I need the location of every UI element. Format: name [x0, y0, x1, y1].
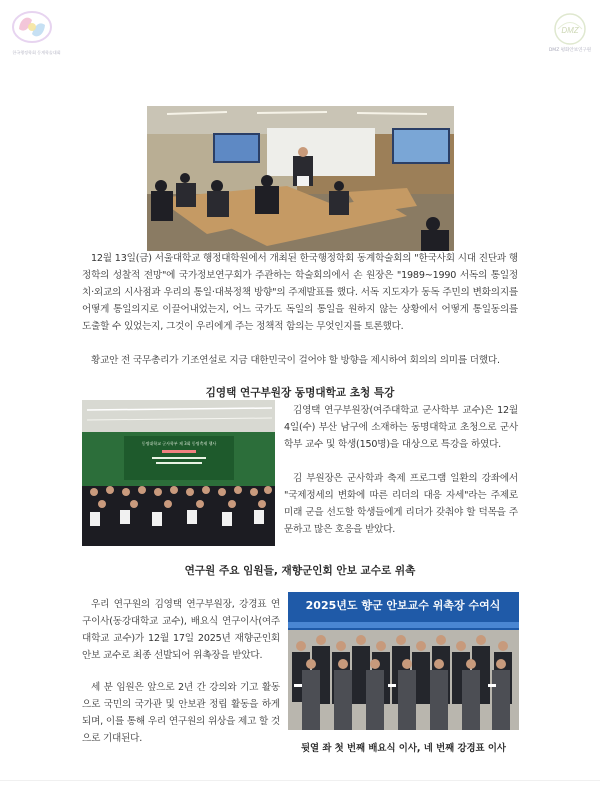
lecture-banner-text: 동명대학교 군사학부 제 3회 동명축제 행사 [141, 441, 217, 446]
lecture-group-photo [82, 400, 275, 546]
section1-paragraph-1: 김영택 연구부원장(여주대학교 군사학부 교수)은 12월 4일(수) 부산 남구에 소재하는 동명대학교 초청으로 군사학부 교수 및 학생(150명)을 대상으로 특강을 하였다. [284, 405, 518, 450]
ceremony-photo-caption: 뒷열 좌 첫 번째 배요식 이사, 네 번째 강경표 이사 [300, 743, 506, 754]
intro-paragraph-2: 황교안 전 국무총리가 기조연설로 지금 대한민국이 걸어야 할 방향을 제시하여 회의의 의미를 더했다. [91, 355, 500, 366]
left-logo-caption: 한국행정학회 동계학술대회 [12, 51, 61, 56]
svg-text:DMZ: DMZ [561, 26, 579, 35]
section1-paragraph-2: 김 부원장은 군사학과 축제 프로그램 일환의 강좌에서 "국제정세의 변화에 따른 리더의 대응 자세"라는 주제로 미래 군을 선도할 학생들에게 리더가 갖춰야 할 덕목을 주문하고 많은 호응을 받았다. [284, 473, 518, 535]
intro-paragraph-1: 12월 13일(금) 서울대학교 행정대학원에서 개최된 한국행정학회 동계학술회의 "한국사회 시대 진단과 행정학의 성찰적 전망"에 국가정보연구회가 주관하는 학술회의에서 손 원장은 "1989~1990 서독의 통일정치·외교의 시사점과 우리의 통일·대북정책 방향"의 주제발표를 했다. 서독 지도자가 동독 주민의 변화의지를 어떻게 통일의지로 이끌어내었는지, 어느 국가도 독일의 통일을 원하지 않는 상황에서 어떻게 통일동의를 도출할 수 있었는지, 그것이 우리에게 주는 정책적 함의는 무엇인지를 토론했다. [82, 253, 518, 332]
institute-emblem-icon [550, 12, 590, 46]
section2-title: 연구원 주요 임원들, 재향군인회 안보 교수로 위촉 [184, 565, 416, 577]
conference-logo-icon [10, 10, 54, 44]
section2-paragraph-2: 세 분 임원은 앞으로 2년 간 강의와 기고 활동으로 국민의 국가관 및 안보관 정립 활동을 하게 되며, 이를 통해 우리 연구원의 위상을 제고 할 것으로 기대된다. [82, 682, 280, 744]
ceremony-banner-text: 2025년도 향군 안보교수 위촉장 수여식 [305, 599, 501, 612]
section1-title: 김영택 연구부원장 동명대학교 초청 특강 [205, 387, 395, 399]
right-logo [548, 12, 592, 58]
appointment-ceremony-photo [288, 592, 519, 730]
conference-photo [147, 106, 454, 251]
section2-paragraph-1: 우리 연구원의 김영택 연구부원장, 강경표 연구이사(동강대학교 교수), 배요식 연구이사(여주대학교 교수)가 12월 17일 2025년 재향군인회 안보 교수로 최종 선발되어 위촉장을 받았다. [82, 599, 280, 661]
right-logo-caption: DMZ 평화안보연구원 [548, 48, 592, 53]
page-bottom-divider [0, 780, 600, 781]
left-logo [10, 10, 61, 60]
